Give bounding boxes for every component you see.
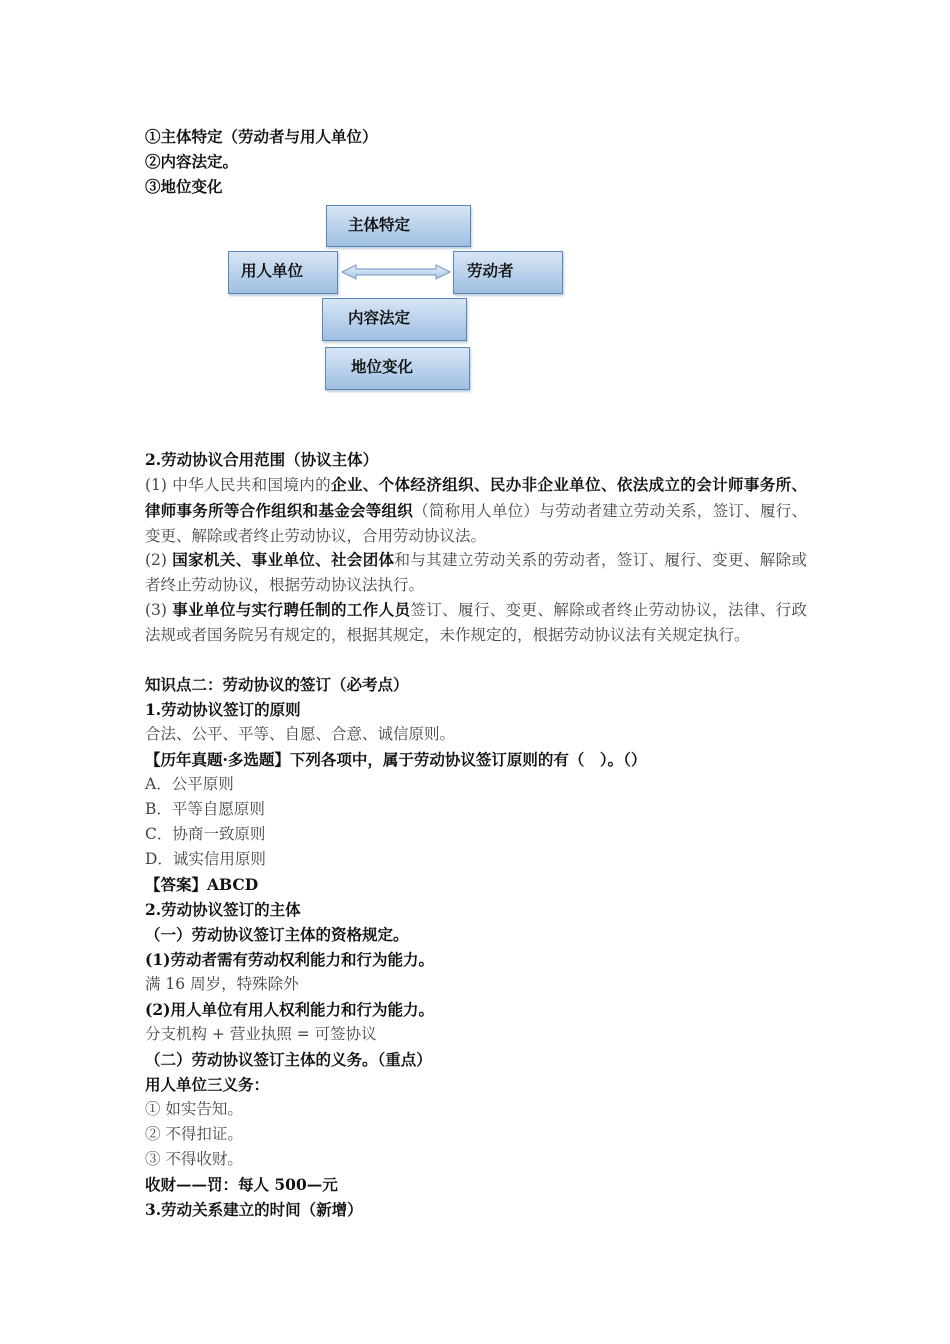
paragraph-scope-2 [145, 547, 807, 598]
list-item-content: ②内容法定。 [145, 152, 239, 171]
employer-capacity-note: 分支机构 + 营业执照 = 可签协议 [145, 1025, 377, 1043]
paragraph-scope-1 [145, 472, 807, 549]
subsection-obligations: （二）劳动协议签订主体的义务。（重点） [145, 1050, 432, 1069]
section-title-scope: 2.劳动协议合用范围（协议主体） [145, 450, 379, 469]
diagram-box-content [322, 298, 467, 341]
diagram-box-status-label: 地位变化 [351, 357, 414, 376]
para2-suffix: 和与其建立劳动关系的劳动者，签订、履行、变更、解除或者终止劳动协议，根据劳动协议法执行。 [145, 551, 807, 594]
worker-capacity: (1)劳动者需有劳动权利能力和行为能力。 [145, 950, 434, 969]
list-item-subject: ①主体特定（劳动者与用人单位） [145, 127, 378, 146]
principles-text: 合法、公平、平等、自愿、合意、诚信原则。 [145, 725, 456, 743]
knowledge-point-title: 知识点二：劳动协议的签订（必考点） [145, 675, 409, 694]
section-title-principles: 1.劳动协议签订的原则 [145, 700, 301, 719]
para3-prefix: (3) [145, 601, 173, 619]
diagram-box-subject [326, 205, 471, 247]
employer-duties-title: 用人单位三义务： [145, 1075, 270, 1094]
option-a: A．公平原则 [145, 775, 234, 793]
list-item-status: ③地位变化 [145, 177, 223, 196]
double-arrow-icon [340, 263, 452, 281]
option-d: D．诚实信用原则 [145, 850, 266, 868]
employer-capacity: (2)用人单位有用人权利能力和行为能力。 [145, 1000, 434, 1019]
option-c: C．协商一致原则 [145, 825, 266, 843]
diagram-box-subject-label: 主体特定 [348, 215, 411, 234]
section-title-parties: 2.劳动协议签订的主体 [145, 900, 301, 919]
subsection-qualification: （一）劳动协议签订主体的资格规定。 [145, 925, 409, 944]
worker-capacity-note: 满 16 周岁，特殊除外 [145, 975, 299, 993]
diagram-box-employer [228, 251, 338, 294]
penalty-note: 收财——罚：每人 500—元 [145, 1175, 338, 1194]
paragraph-scope-3 [145, 597, 807, 648]
duty-item-2: ② 不得扣证。 [145, 1125, 243, 1143]
option-b: B．平等自愿原则 [145, 800, 265, 818]
para1-bold: 企业、个体经济组织、民办非企业单位、依法成立的会计师事务所、律师事务所等合作组织和基金会等组织 [145, 475, 807, 520]
diagram-box-status [325, 347, 470, 390]
para1-suffix: （简称用人单位）与劳动者建立劳动关系，签订、履行、变更、解除或者终止劳动协议，合用劳动协议法。 [145, 502, 807, 545]
question-stem: 【历年真题·多选题】下列各项中，属于劳动协议签订原则的有（ ）。（） [145, 750, 647, 769]
para1-prefix: (1) 中华人民共和国境内的 [145, 476, 332, 494]
diagram-box-employer-label: 用人单位 [241, 261, 304, 280]
para3-bold: 事业单位与实行聘任制的工作人员 [172, 600, 411, 619]
diagram-box-worker-label: 劳动者 [467, 261, 514, 280]
para2-bold: 国家机关、事业单位、社会团体 [172, 550, 395, 569]
para3-suffix: 签订、履行、变更、解除或者终止劳动协议，法律、行政法规或者国务院另有规定的，根据其规定，未作规定的，根据劳动协议法有关规定执行。 [145, 601, 807, 644]
diagram-box-content-label: 内容法定 [348, 308, 411, 327]
section-title-establishment-time: 3.劳动关系建立的时间（新增） [145, 1200, 363, 1219]
para2-prefix: (2) [145, 551, 173, 569]
duty-item-1: ① 如实告知。 [145, 1100, 243, 1118]
diagram-box-worker [453, 251, 563, 294]
answer: 【答案】ABCD [145, 875, 259, 894]
duty-item-3: ③ 不得收财。 [145, 1150, 243, 1168]
